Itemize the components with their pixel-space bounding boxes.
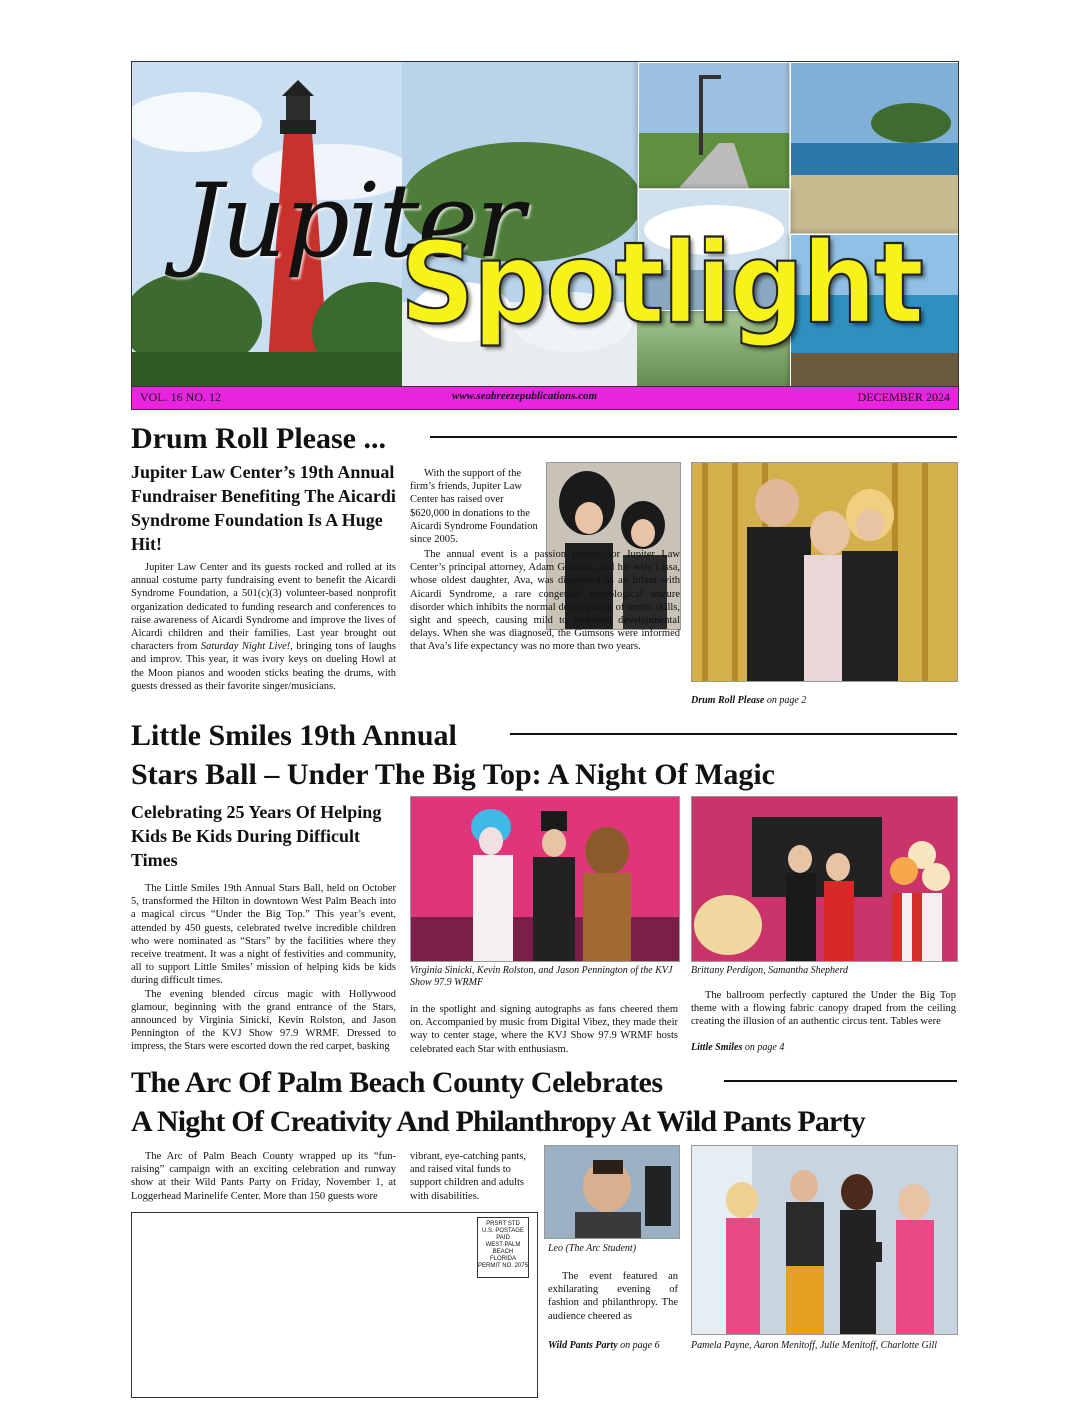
- article3-column-1: [131, 1150, 396, 1203]
- article3-continued-page: on page 6: [617, 1340, 660, 1351]
- article1-italic: Saturday Night Live!: [200, 641, 291, 653]
- article3-headline-line1: The Arc Of Palm Beach County Celebrates: [131, 1066, 663, 1099]
- article2-caption-1: Virginia Sinicki, Kevin Rolston, and Jason Pennington of the KVJ Show 97.9 WRMF: [410, 965, 673, 988]
- article1-continued-page: on page 2: [764, 695, 807, 706]
- volume-number: VOL. 16 NO. 12: [140, 390, 221, 404]
- permit-line: U.S. POSTAGE: [482, 1228, 524, 1234]
- article3-photo-student: [544, 1145, 680, 1239]
- article2-continued-title: Little Smiles: [691, 1042, 743, 1053]
- postage-permit-indicia: [477, 1217, 529, 1278]
- article3-paragraph-1: The Arc of Palm Beach County wrapped up its “fun-raising” campaign with an exciting celebration and runway show at their Wild Pants Party on Friday, November 1, at Loggerhead Marinelife Center. More than 150 guests wore: [131, 1151, 396, 1202]
- article1-passion-text: The annual event is a passion project for Jupiter Law Center’s principal attorney, Adam Gumson, and his wife Lissa, whose oldest daughter, Ava, was diagnosed as an infant with Aicardi Syndrome, a rare congenital neurological seizure disorder which inhibits the normal development of motor skills, sight and speech, causing mild to profound developmental delays. When she was diagnosed, the Gumsons were informed that Ava’s life expectancy was no more than two years.: [410, 549, 680, 653]
- mailing-label-area: [131, 1212, 538, 1398]
- article1-continued[interactable]: [691, 695, 806, 707]
- issue-date: DECEMBER 2024: [857, 390, 950, 404]
- permit-line: PAID: [496, 1235, 510, 1241]
- beach-photo: [790, 62, 959, 234]
- article1-column-2a: [410, 467, 540, 546]
- article2-caption-2: Brittany Perdigon, Samantha Shepherd: [691, 965, 849, 976]
- article2-headline-line1: Little Smiles 19th Annual: [131, 719, 457, 752]
- masthead-title-script: Jupiter: [182, 162, 523, 281]
- permit-line: FLORIDA: [489, 1256, 516, 1262]
- article2-paragraph-4: The ballroom perfectly captured the Under the Big Top theme with a flowing fabric canopy draped from the ceiling creating the illusion of an authentic circus tent. Tables were: [691, 990, 956, 1028]
- article2-paragraph-3: in the spotlight and signing autographs as fans cheered them on. Accompanied by music from Digital Vibez, they made their way to center stage, where the KVJ Show 97.9 WRMF hosts celebrated each Star with enthusiasm.: [410, 1004, 678, 1055]
- masthead-title-block: Spotlight: [400, 217, 923, 349]
- article3-caption-2: Pamela Payne, Aaron Menitoff, Julie Menitoff, Charlotte Gill: [691, 1340, 938, 1351]
- article1-text: Jupiter Law Center and its guests rocked and rolled at its annual costume party fundraising event to benefit the Aicardi Syndrome Foundation, a 501(c)(3) volunteer-based nonprofit organization dedicated to funding research and conferences to raise awareness of Aicardi Syndrome and improve the lives of Aicardi children and their families. Last year brought out characters from: [131, 562, 396, 653]
- article3-column-3: [548, 1270, 678, 1323]
- article3-caption-1: Leo (The Arc Student): [548, 1243, 637, 1254]
- article3-column-2: [410, 1150, 536, 1203]
- article3-photo-group: [691, 1145, 958, 1335]
- article2-subhead: Celebrating 25 Years Of Helping Kids Be Kids During Difficult Times: [131, 802, 382, 870]
- article3-headline-line2: A Night Of Creativity And Philanthropy At Wild Pants Party: [131, 1105, 865, 1138]
- article3-continued[interactable]: [548, 1340, 660, 1352]
- masthead-banner: [131, 61, 959, 409]
- article1-column-1: [131, 561, 396, 693]
- article2-paragraph-2: The evening blended circus magic with Hollywood glamour, beginning with the grand entrance of the Stars, announced by Virginia Sinicki, Kevin Rolston, and Jason Pennington of the KVJ Show 97.9 WRMF. Dressed to impress, the Stars were escorted down the red carpet, basking: [131, 988, 396, 1053]
- headline-rule: [430, 436, 957, 438]
- article2-column-1: [131, 882, 396, 1054]
- article2-photo-award: [691, 796, 958, 962]
- article1-photo-group: [691, 462, 958, 682]
- article1-subhead: Jupiter Law Center’s 19th Annual Fundraiser Benefiting The Aicardi Syndrome Foundation Is A Huge Hit!: [131, 462, 396, 554]
- article3-continued-title: Wild Pants Party: [548, 1340, 618, 1351]
- article3-paragraph-3: The event featured an exhilarating evening of fashion and philanthropy. The audience cheered as: [548, 1271, 678, 1322]
- article2-photo-hosts: [410, 796, 680, 962]
- website-link[interactable]: www.seabreezepublications.com: [452, 390, 598, 402]
- headline-rule: [510, 733, 957, 735]
- permit-line: PERMIT NO. 2075: [478, 1263, 528, 1269]
- path-lamp-photo: [638, 62, 790, 189]
- article1-donations-text: With the support of the firm’s friends, Jupiter Law Center has raised over $620,000 in donations to the Aicardi Syndrome Foundation since 2005.: [410, 468, 538, 546]
- article2-column-3: [691, 989, 956, 1029]
- headline-rule: [724, 1080, 957, 1082]
- permit-line: PRSRT STD: [486, 1221, 520, 1227]
- article1-continued-title: Drum Roll Please: [691, 695, 765, 706]
- article2-paragraph-1: The Little Smiles 19th Annual Stars Ball, held on October 5, transformed the Hilton in downtown West Palm Beach into a magical circus “Under the Big Top.” This year’s event, attended by 450 guests, celebrated twelve incredible children who were nominated as “Stars” by the facilities where they receive treatment. It was a night of festivities and community, all to support Little Smiles’ mission of helping kids be kids during difficult times.: [131, 883, 396, 987]
- article2-continued-page: on page 4: [742, 1042, 785, 1053]
- article2-column-2: [410, 1003, 678, 1056]
- article3-paragraph-2: vibrant, eye-catching pants, and raised vital funds to support children and adults with disabilities.: [410, 1151, 527, 1202]
- permit-line: WEST PALM BEACH: [485, 1242, 521, 1255]
- article2-continued[interactable]: [691, 1042, 784, 1054]
- article1-headline: Drum Roll Please ...: [131, 422, 386, 455]
- issue-info-bar: [131, 386, 959, 410]
- article1-column-2b: [410, 548, 680, 654]
- article2-headline-line2: Stars Ball – Under The Big Top: A Night Of Magic: [131, 758, 775, 791]
- article1-text-end: , bringing tons of laughs and improv. This year, it was ivory keys on dueling Howl at the Moon pianos and wooden sticks beating the drums, with guests dressed as their favorite singer/musicians.: [131, 641, 396, 692]
